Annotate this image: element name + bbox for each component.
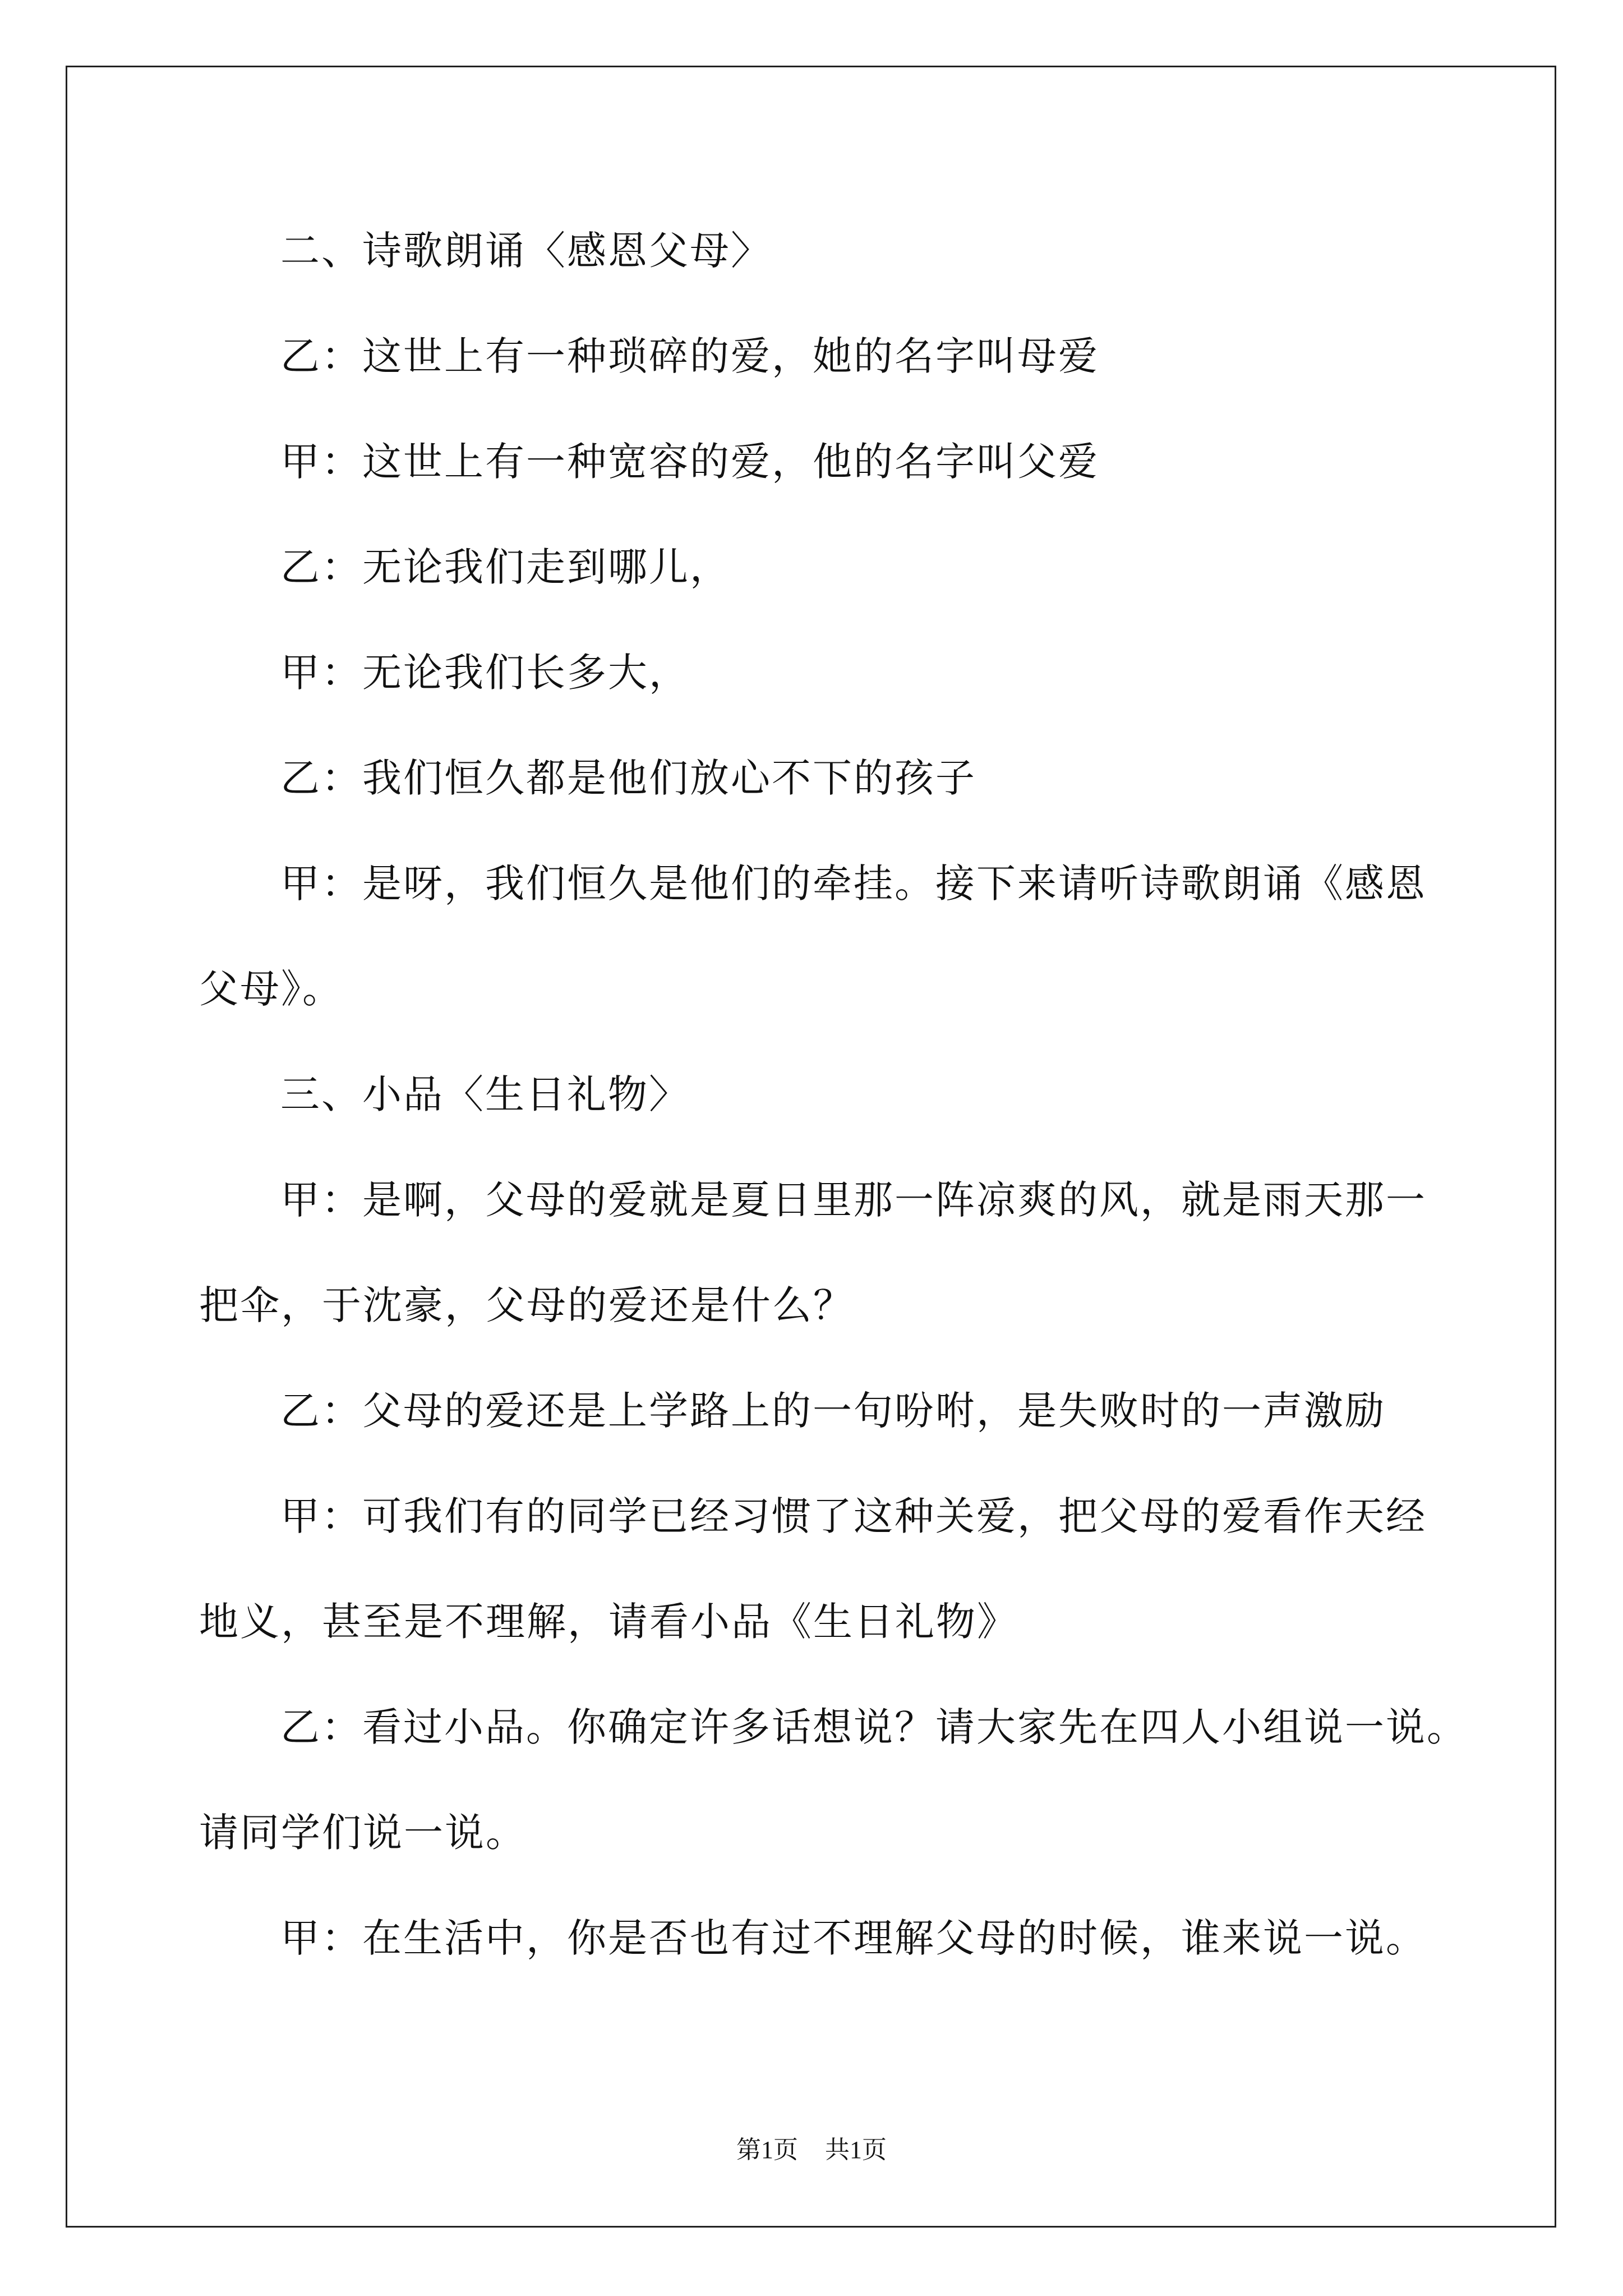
paragraph-line: 甲：是呀，我们恒久是他们的牵挂。接下来请听诗歌朗诵《感恩 <box>280 861 1427 907</box>
paragraph-line-continued: 把伞，于沈豪，父母的爱还是什么？ <box>199 1282 854 1328</box>
paragraph-heading-2: 二、诗歌朗诵〈感恩父母〉 <box>280 228 772 274</box>
paragraph-line: 甲：这世上有一种宽容的爱，他的名字叫父爱 <box>280 439 1099 485</box>
paragraph-line: 甲：可我们有的同学已经习惯了这种关爱，把父母的爱看作天经 <box>280 1493 1427 1539</box>
paragraph-line: 甲：是啊，父母的爱就是夏日里那一阵凉爽的风，就是雨天那一 <box>280 1177 1427 1223</box>
page-number: 第1页 <box>736 2136 798 2164</box>
paragraph-line-continued: 地义，甚至是不理解，请看小品《生日礼物》 <box>199 1599 1018 1645</box>
page-footer <box>0 2136 1623 2164</box>
paragraph-line: 乙：无论我们走到哪儿， <box>280 544 731 590</box>
paragraph-line-continued: 请同学们说一说。 <box>199 1810 527 1856</box>
page-total: 共1页 <box>825 2136 887 2164</box>
paragraph-line-continued: 父母》。 <box>199 966 343 1012</box>
paragraph-line: 乙：我们恒久都是他们放心不下的孩子 <box>280 755 976 801</box>
paragraph-line: 乙：这世上有一种琐碎的爱，她的名字叫母爱 <box>280 333 1099 379</box>
page-border <box>66 66 1556 2228</box>
paragraph-line: 甲：在生活中，你是否也有过不理解父母的时候，谁来说一说。 <box>280 1915 1427 1961</box>
paragraph-line: 甲：无论我们长多大， <box>280 650 690 696</box>
paragraph-line: 乙：看过小品。你确定许多话想说？请大家先在四人小组说一说。 <box>280 1704 1468 1750</box>
paragraph-heading-3: 三、小品〈生日礼物〉 <box>280 1071 690 1117</box>
paragraph-line: 乙：父母的爱还是上学路上的一句吩咐，是失败时的一声激励 <box>280 1388 1386 1434</box>
